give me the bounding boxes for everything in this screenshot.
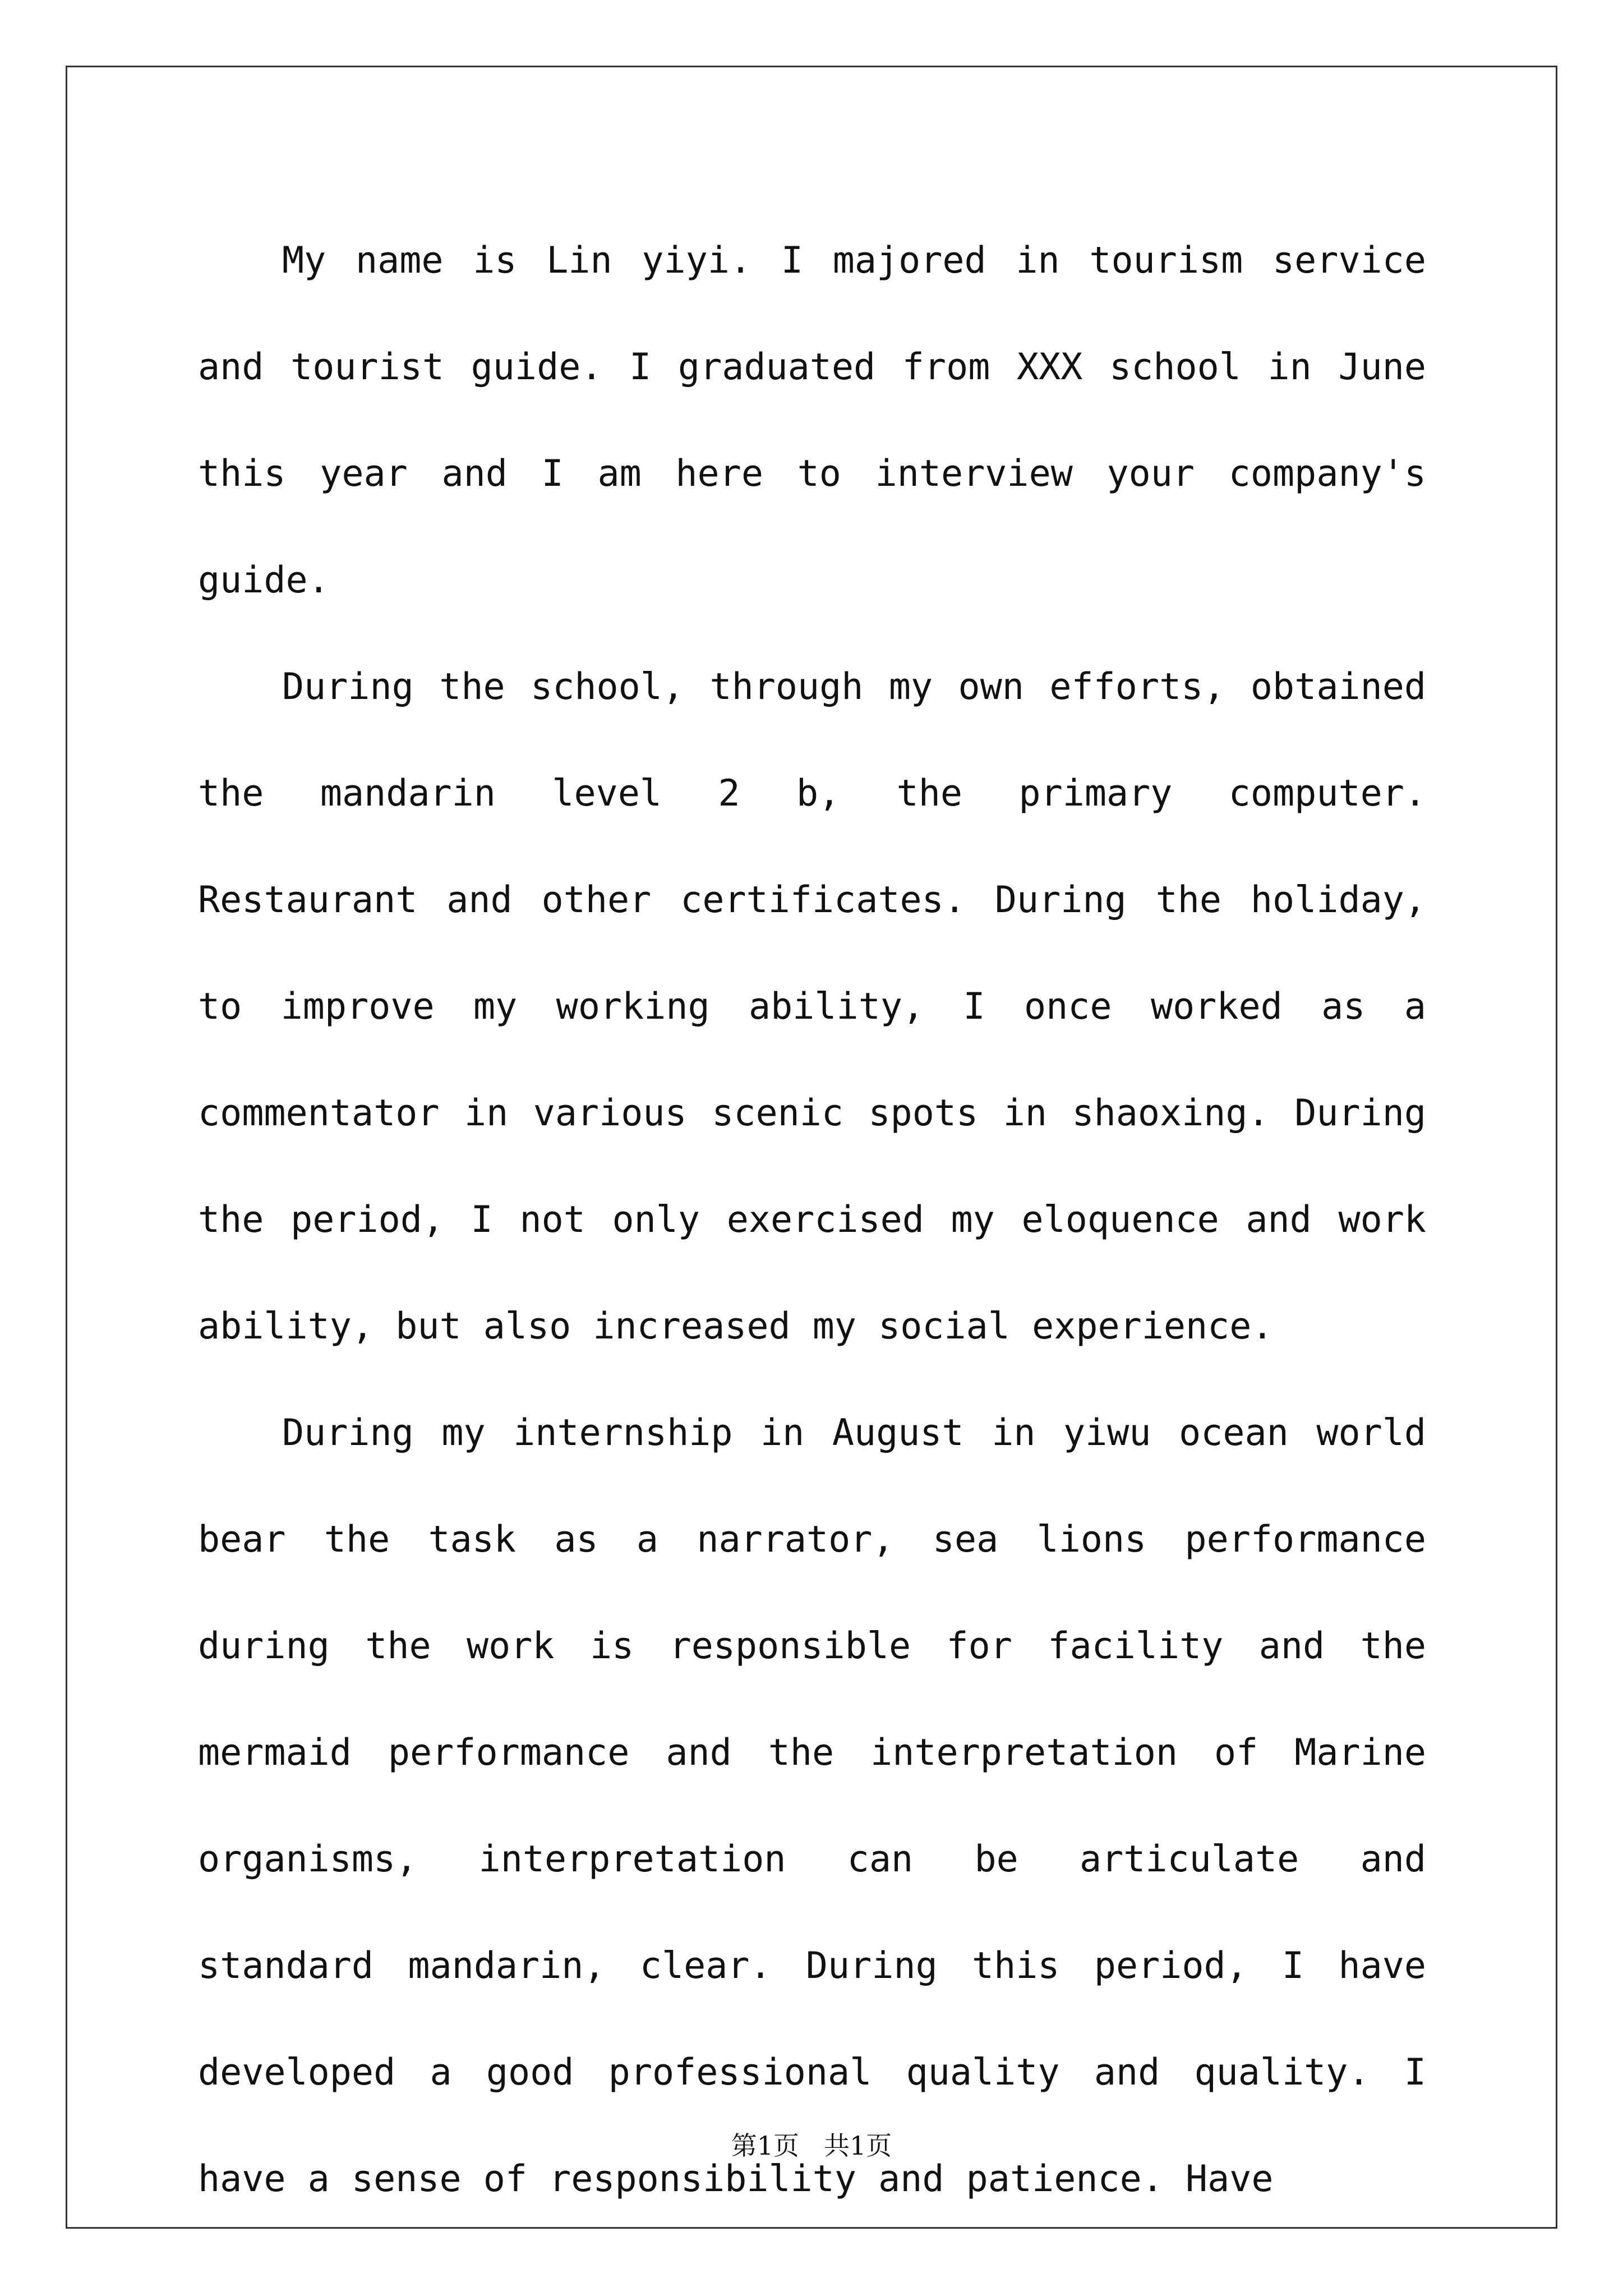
paragraph-introduction: My name is Lin yiyi. I majored in tourism service and tourist guide. I graduated from XXX school in June this year and I am here to interview your company's guide. [198,240,1426,601]
page-total: 共1页 [823,2131,892,2161]
paragraph-school-experience: During the school, through my own efforts, obtained the mandarin level 2 b, the primary computer. Restaurant and other certificates. During the holiday, to improve my working ability, I once worked as a commentator in various scenic spots in shaoxing. During the period, I not only exercised my eloquence and work ability, but also increased my social experience. [198,666,1426,1347]
page-number: 第1页 [731,2131,800,2161]
page-footer [0,2129,1623,2162]
paragraph-internship: During my internship in August in yiwu ocean world bear the task as a narrator, sea lions performance during the work is responsible for facility and the mermaid performance and the interpretation of Marine organisms, interpretation can be articulate and standard mandarin, clear. During this period, I have developed a good professional quality and quality. I have a sense of responsibility and patience. Have [198,1412,1426,2200]
document-body [198,208,1426,2233]
